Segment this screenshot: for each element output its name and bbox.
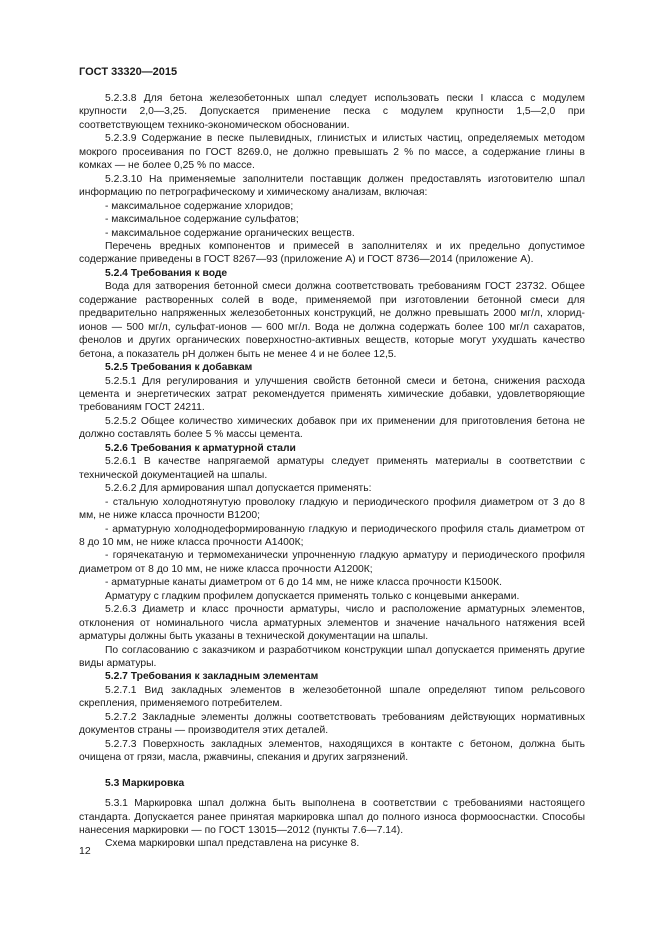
clause-5-2-7-2: 5.2.7.2 Закладные элементы должны соответствовать требованиям действующих нормативных документов страны — производителя этих деталей. [79, 711, 585, 737]
page-body [79, 92, 585, 851]
paragraph: Схема маркировки шпал представлена на рисунке 8. [105, 838, 360, 850]
page-number: 12 [79, 845, 91, 857]
list-item: - горячекатаную и термомеханически упрочненную гладкую арматуру и периодического профиля диаметром от 8 до 10 мм, не ниже класса прочности А1200К; [79, 550, 585, 575]
clause-5-2-7-3: 5.2.7.3 Поверхность закладных элементов, находящихся в контакте с бетоном, должна быть очищена от грязи, масла, ржавчины, спекания и других загрязнений. [79, 738, 585, 764]
clause-5-2-3-9: 5.2.3.9 Содержание в песке пылевидных, глинистых и илистых частиц, определяемых методом мокрого просеивания по ГОСТ 8269.0, не должно превышать 2 % по массе, а содержание глины в комках — не более 0,25 % по массе. [79, 133, 585, 172]
clause-5-2-3-10: 5.2.3.10 На применяемые заполнители поставщик должен предоставлять изготовителю шпал информацию по петрографическому и химическому анализам, включая: [79, 173, 585, 199]
clause-5-2-3-8: 5.2.3.8 Для бетона железобетонных шпал следует использовать пески I класса с модулем крупности 2,0—3,25. Допускается применение песка с модулем крупности 1,5—2,0 при соответствующем технико-экономическом обосновании. [79, 93, 585, 131]
section-heading-embedded-elements: 5.2.7 Требования к закладным элементам [105, 671, 319, 683]
clause-5-2-7-1: 5.2.7.1 Вид закладных элементов в железобетонной шпале определяют типом рельсового скрепления, применяемого потребителем. [79, 684, 585, 710]
paragraph: По согласованию с заказчиком и разработчиком конструкции шпал допускается применять другие виды арматуры. [79, 644, 585, 670]
list-item: - максимальное содержание хлоридов; [105, 200, 294, 212]
paragraph: Вода для затворения бетонной смеси должна соответствовать требованиям ГОСТ 23732. Общее содержание растворенных солей в воде, применяемой при изготовлении бетонной смеси для предварительно напряженных железобетонных конструкций, не должно превышать 2000 мг/л, хлорид-ионов — 500 мг/л, сульфат-ионов — 600 мг/л. Вода не должна содержать более 100 мг/л сахаратов, фенолов и других органических поверхностно-активных веществ, которые могут ухудшать качество бетона, а показатель pH должен быть не менее 4 и не более 12,5. [79, 281, 585, 360]
document-header: ГОСТ 33320—2015 [79, 66, 178, 78]
section-heading-reinforcing-steel: 5.2.6 Требования к арматурной стали [105, 442, 296, 454]
clause-5-2-5-2: 5.2.5.2 Общее количество химических добавок при их применении для приготовления бетона не должно составлять более 5 % массы цемента. [79, 415, 585, 441]
clause-5-2-6-3: 5.2.6.3 Диаметр и класс прочности арматуры, число и расположение арматурных элементов, отклонения от номинального числа арматурных элементов и значение начального натяжения всей арматуры должны быть указаны в технической документации на шпалы. [79, 604, 585, 643]
clause-5-2-6-2: 5.2.6.2 Для армирования шпал допускается применять: [105, 483, 372, 495]
list-item: - арматурные канаты диаметром от 6 до 14 мм, не ниже класса прочности К1500К. [105, 577, 502, 589]
paragraph: Перечень вредных компонентов и примесей в заполнителях и их предельно допустимое содержание приведены в ГОСТ 8267—93 (приложение А) и ГОСТ 8736—2014 (приложение А). [79, 240, 585, 266]
section-heading-marking: 5.3 Маркировка [105, 777, 185, 789]
paragraph: Арматуру с гладким профилем допускается применять только с концевыми анкерами. [105, 590, 520, 602]
list-item: - максимальное содержание сульфатов; [105, 214, 299, 226]
section-heading-water: 5.2.4 Требования к воде [105, 267, 228, 279]
section-heading-additives: 5.2.5 Требования к добавкам [105, 362, 253, 374]
clause-5-3-1: 5.3.1 Маркировка шпал должна быть выполнена в соответствии с требованиями настоящего стандарта. Допускается ранее принятая маркировка шпал до полного износа формооснастки. Способы нанесения маркировки — по ГОСТ 13015—2012 (пункты 7.6—7.14). [79, 798, 585, 837]
clause-5-2-6-1: 5.2.6.1 В качестве напрягаемой арматуры следует применять материалы в соответствии с технической документацией на шпалы. [79, 456, 585, 481]
clause-5-2-5-1: 5.2.5.1 Для регулирования и улучшения свойств бетонной смеси и бетона, снижения расхода цемента и энергетических затрат рекомендуется применять химические добавки, удовлетворяющие требованиям ГОСТ 24211. [79, 375, 585, 414]
list-item: - максимальное содержание органических веществ. [105, 227, 355, 239]
list-item: - стальную холоднотянутую проволоку гладкую и периодического профиля диаметром от 3 до 8 мм, не ниже класса прочности В1200; [79, 496, 585, 522]
list-item: - арматурную холоднодеформированную гладкую и периодического профиля сталь диаметром от 8 до 10 мм, не ниже класса прочности А1400К; [79, 523, 585, 548]
